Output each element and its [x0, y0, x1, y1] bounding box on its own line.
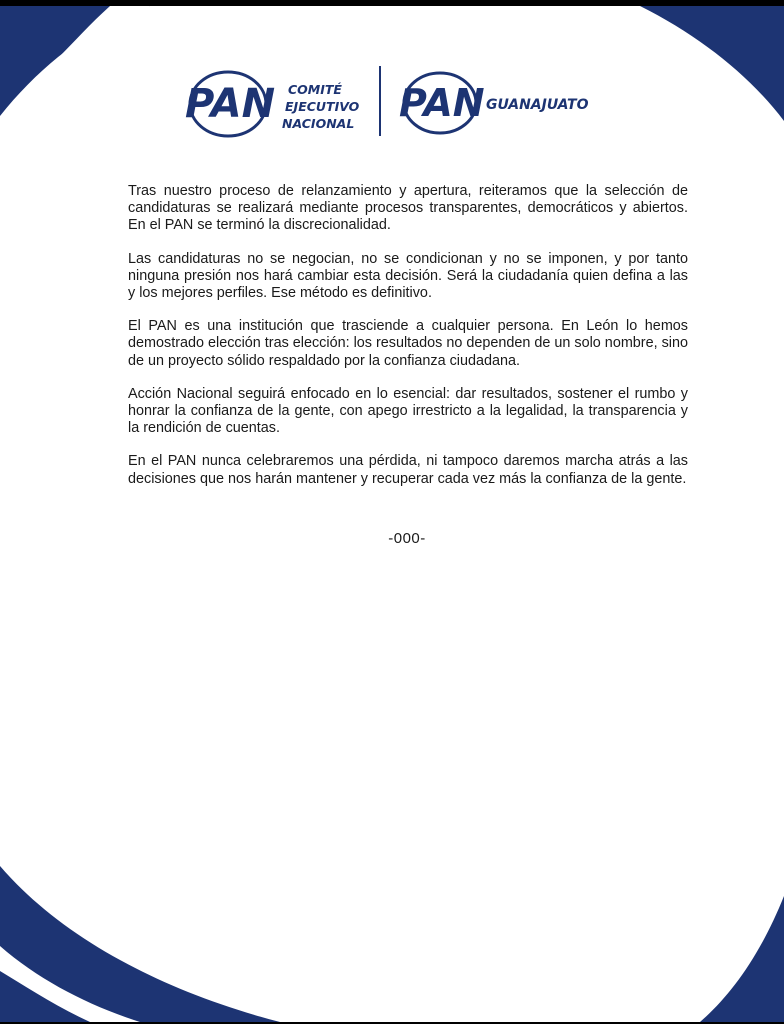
letterhead [0, 56, 784, 146]
closing-mark: -000- [388, 530, 426, 547]
statement-paragraph: Tras nuestro proceso de relanzamiento y apertura, reiteramos que la selección de candidaturas se realizará mediante procesos transparentes, democráticos y abiertos. En el PAN se terminó la discrecionalidad. [128, 183, 688, 234]
pan-national-committee-logo [182, 64, 364, 144]
statement-paragraph: Acción Nacional seguirá enfocado en lo esencial: dar resultados, sostener el rumbo y honrar la confianza de la gente, con apego irrestricto a la legalidad, la transparencia y la rendición de cuentas. [128, 385, 688, 437]
statement-paragraph: El PAN es una institución que trasciende a cualquier persona. En León lo hemos demostrado elección tras elección: los resultados no dependen de un solo nombre, sino de un proyecto sólido respaldado por la confianza ciudadana. [128, 318, 688, 369]
statement-paragraph: Las candidaturas no se negocian, no se condicionan y no se imponen, y por tanto ninguna presión nos hará cambiar esta decisión. Será la ciudadanía quien defina a las y los mejores perfiles. Ese método es definitivo. [128, 250, 688, 302]
bottom-left-swoosh [0, 866, 280, 1022]
right-logo-wordmark: PAN [399, 81, 485, 125]
header-divider [379, 66, 381, 136]
left-logo-subtitle-line-1: COMITÉ [288, 82, 342, 97]
document-page [0, 6, 784, 1022]
statement-paragraph: En el PAN nunca celebraremos una pérdida, ni tampoco daremos marcha atrás a las decisiones que nos harán mantener y recuperar cada vez más la confianza de la gente. [128, 453, 688, 487]
right-logo-subtitle: GUANAJUATO [486, 97, 589, 113]
left-logo-subtitle-line-3: NACIONAL [282, 116, 355, 131]
bottom-right-swoosh [700, 896, 784, 1022]
left-logo-wordmark: PAN [185, 81, 276, 127]
statement-body [128, 183, 688, 504]
pan-guanajuato-logo [396, 68, 606, 138]
left-logo-subtitle-line-2: EJECUTIVO [285, 99, 360, 114]
decorative-swooshes [0, 6, 784, 1022]
